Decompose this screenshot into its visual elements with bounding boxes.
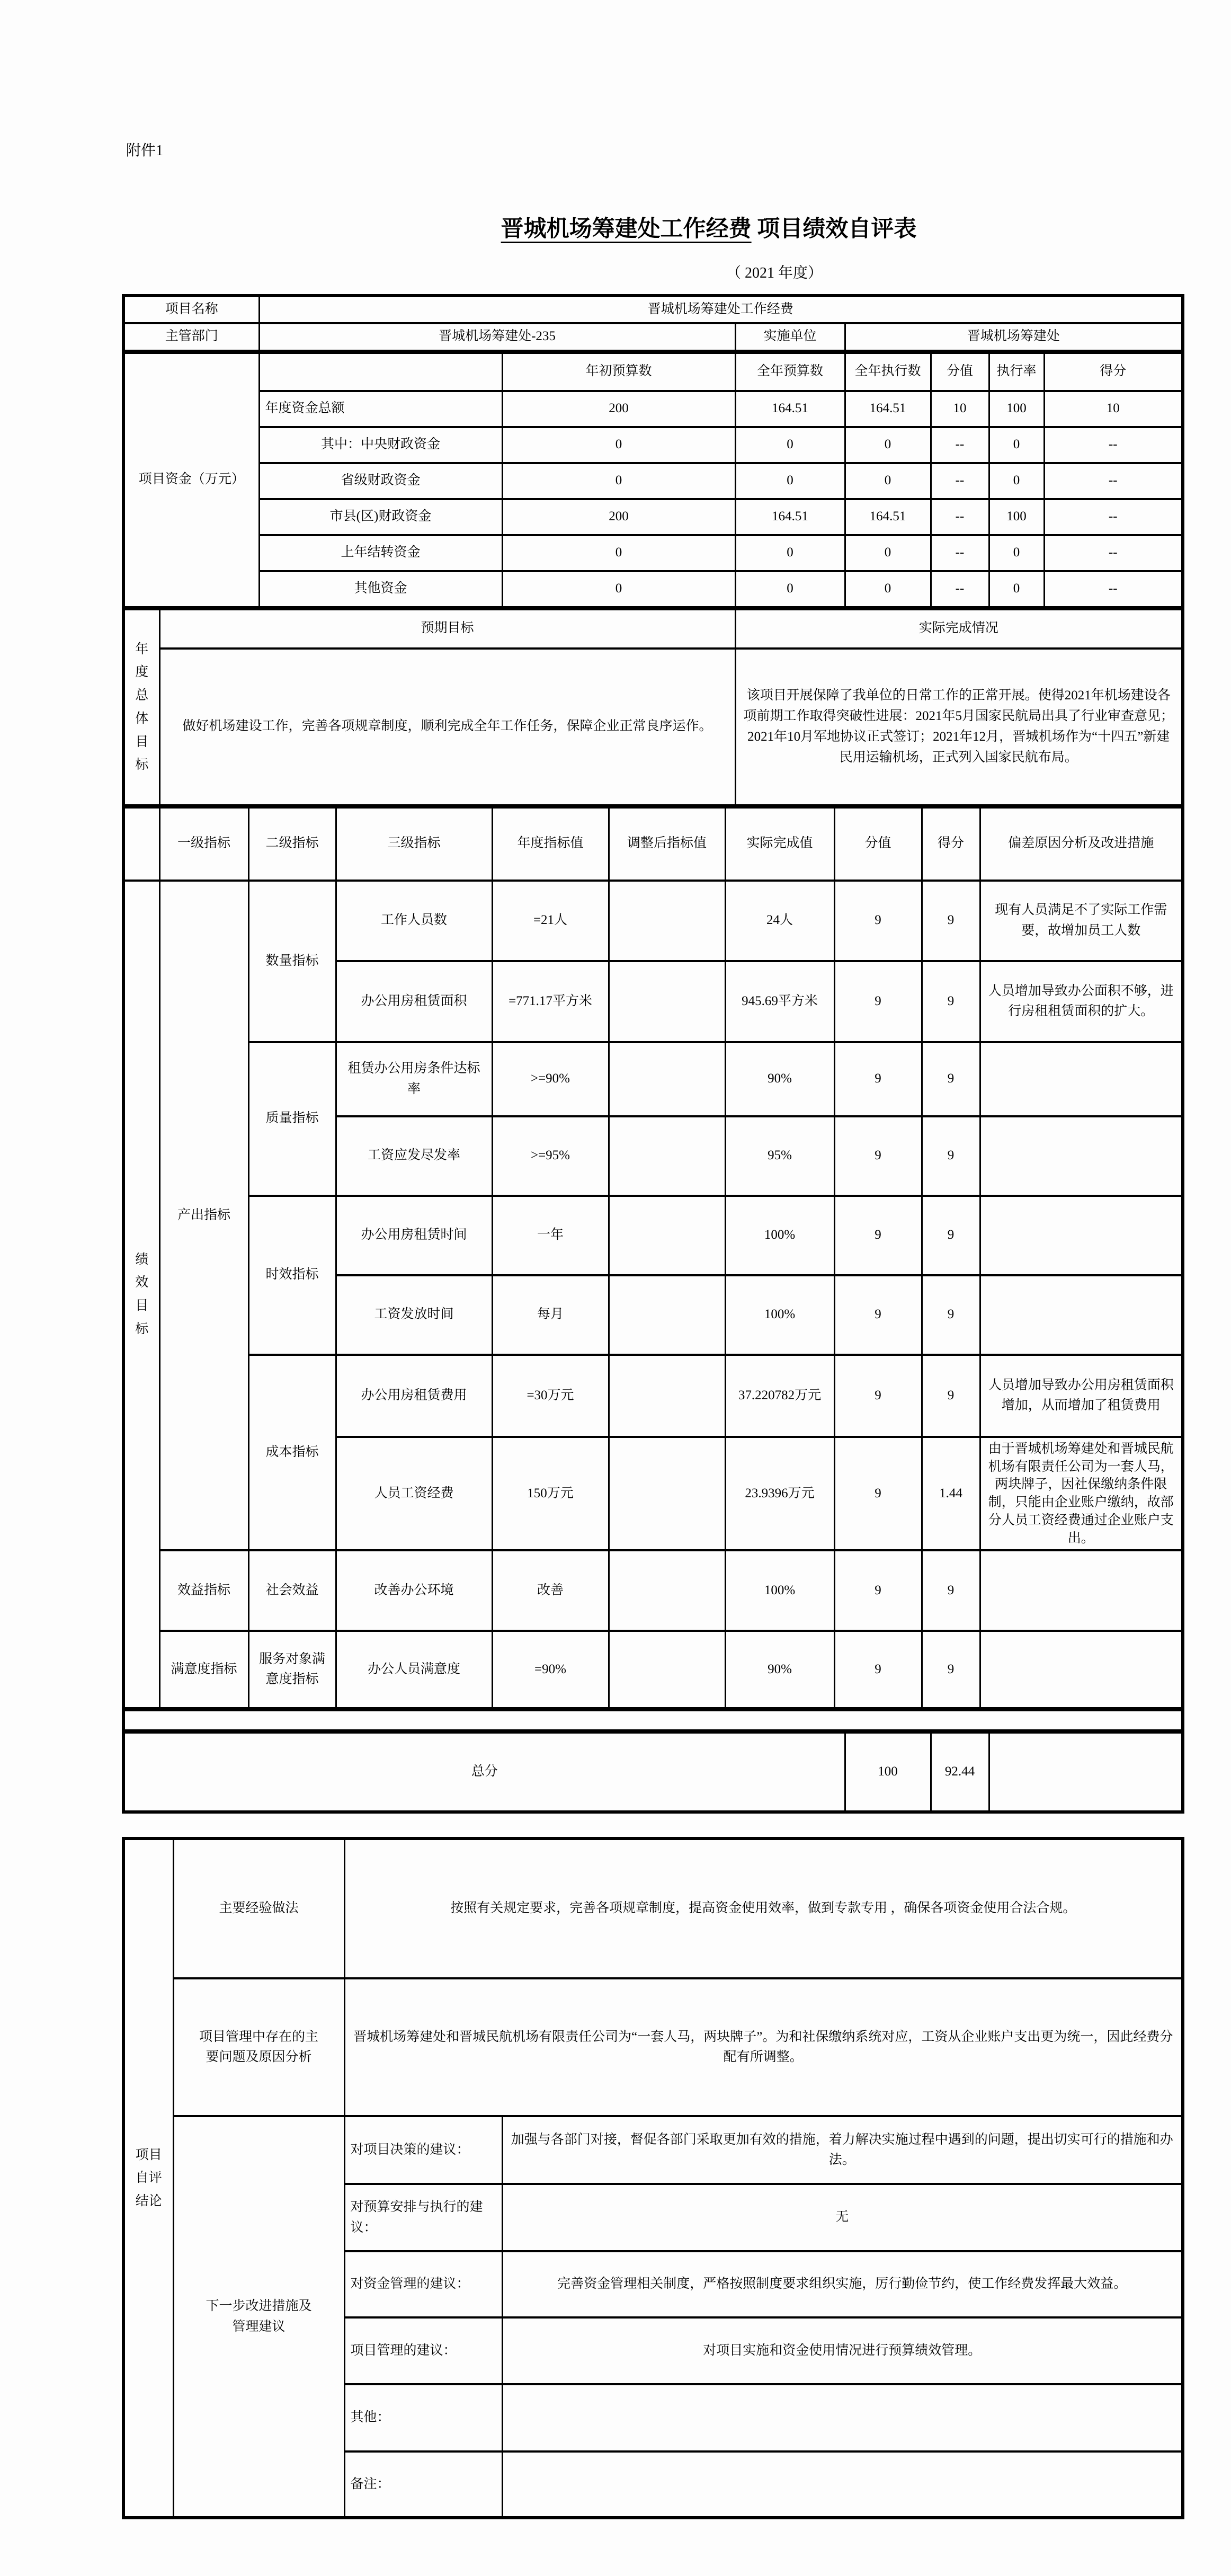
indicator-row [123,1550,1183,1631]
indicator-header: 一级指标 [159,807,248,881]
funding-row-label: 省级财政资金 [259,463,502,499]
indicator-score: 9 [922,961,980,1042]
document-title-suffix: 项目绩效自评表 [757,217,917,242]
project-name-label: 项目名称 [123,296,259,323]
indicator-name: 租赁办公用房条件达标率 [336,1042,492,1116]
indicator-adjusted [609,1631,725,1708]
indicator-remark [980,1042,1183,1116]
indicator-score: 9 [922,881,980,961]
performance-goal-label: 绩效目标 [123,881,159,1709]
funding-cell: -- [1044,499,1183,535]
problems-text: 晋城机场筹建处和晋城民航机场有限责任公司为“一套人马，两块牌子”。为和社保缴纳系统对应，工资从企业账户支出更为统一，因此经费分配有所调整。 [344,1978,1183,2116]
funding-header: 全年预算数 [735,353,845,391]
indicator-actual: 100% [725,1550,834,1631]
conclusion-section [122,1837,1184,2519]
actual-completion-header: 实际完成情况 [735,609,1183,649]
funding-cell: 0 [845,535,931,571]
table-row [123,1710,1183,1730]
attachment-label: 附件1 [126,143,164,159]
funding-cell: -- [931,535,989,571]
suggestion-text: 完善资金管理相关制度，严格按照制度要求组织实施，厉行勤俭节约，使工作经费发挥最大效益。 [502,2251,1183,2317]
impl-label: 实施单位 [735,323,845,351]
funding-cell: 164.51 [845,499,931,535]
funding-row-city [123,499,1183,535]
conclusion-row-problems [123,1978,1183,2116]
funding-cell: -- [1044,535,1183,571]
table-row [123,296,1183,323]
indicator-adjusted [609,1355,725,1437]
level2-cost: 成本指标 [248,1355,336,1551]
funding-cell: 200 [502,499,735,535]
indicator-name: 办公用房租赁费用 [336,1355,492,1437]
indicator-name: 改善办公环境 [336,1550,492,1631]
level2-timeliness: 时效指标 [248,1196,336,1355]
indicator-score-max: 9 [834,1550,922,1631]
funding-header: 分值 [931,353,989,391]
indicator-adjusted [609,1116,725,1196]
indicator-row [123,881,1183,961]
funding-cell: 0 [502,571,735,607]
level1-benefit: 效益指标 [159,1550,248,1631]
indicator-row [123,1631,1183,1708]
indicator-adjusted [609,1437,725,1551]
suggestion-label: 对预算安排与执行的建议： [344,2184,502,2251]
funding-row-carryover [123,535,1183,571]
total-score-blank [989,1733,1183,1812]
indicator-actual: 37.220782万元 [725,1355,834,1437]
indicator-name: 人员工资经费 [336,1437,492,1551]
experience-text: 按照有关规定要求，完善各项规章制度，提高资金使用效率，做到专款专用 ，确保各项资金使用合法合规。 [344,1838,1183,1978]
indicator-remark: 人员增加导致办公面积不够，进行房租租赁面积的扩大。 [980,961,1183,1042]
funding-cell: 0 [989,571,1044,607]
suggestion-label: 项目管理的建议： [344,2317,502,2384]
indicator-target: =90% [492,1631,609,1708]
indicator-corner-blank [123,807,159,881]
project-name-value: 晋城机场筹建处工作经费 [259,296,1183,323]
funding-cell: 0 [989,427,1044,463]
annual-goal-header-row [123,609,1183,649]
expected-goal-header: 预期目标 [159,609,735,649]
total-score-section [122,1731,1184,1814]
indicator-name: 工作人员数 [336,881,492,961]
funding-cell: 0 [502,427,735,463]
indicator-score: 9 [922,1631,980,1708]
indicator-score-max: 9 [834,1437,922,1551]
level2-quality: 质量指标 [248,1042,336,1196]
indicator-remark [980,1275,1183,1355]
indicator-row [123,1042,1183,1116]
indicator-header: 二级指标 [248,807,336,881]
suggestion-label: 备注： [344,2451,502,2518]
level1-output: 产出指标 [159,881,248,1551]
funding-cell: -- [1044,571,1183,607]
document-title [179,211,1231,243]
funding-cell: 100 [989,499,1044,535]
funding-section [122,352,1184,608]
funding-row-label: 其中：中央财政资金 [259,427,502,463]
indicator-remark [980,1196,1183,1275]
indicator-score-max: 9 [834,1275,922,1355]
funding-cell: 0 [989,463,1044,499]
indicator-name: 工资发放时间 [336,1275,492,1355]
conclusion-section-label: 项目自评结论 [123,1838,173,2518]
indicator-adjusted [609,961,725,1042]
suggestion-label: 对资金管理的建议： [344,2251,502,2317]
indicator-header-row [123,807,1183,881]
indicator-remark: 人员增加导致办公用房租赁面积增加，从而增加了租赁费用 [980,1355,1183,1437]
annual-goal-section [122,608,1184,806]
info-section [122,294,1184,352]
conclusion-row-experience [123,1838,1183,1978]
indicator-score-max: 9 [834,1116,922,1196]
indicator-header: 年度指标值 [492,807,609,881]
funding-row-label: 市县(区)财政资金 [259,499,502,535]
total-score-label: 总分 [123,1733,845,1812]
indicator-actual: 945.69平方米 [725,961,834,1042]
indicator-adjusted [609,1042,725,1116]
funding-cell: 0 [735,535,845,571]
indicator-name: 办公用房租赁时间 [336,1196,492,1275]
suggestion-text: 无 [502,2184,1183,2251]
funding-section-label: 项目资金（万元） [123,353,259,607]
funding-cell: 0 [735,571,845,607]
expected-goal-text: 做好机场建设工作，完善各项规章制度，顺利完成全年工作任务，保障企业正常良序运作。 [159,649,735,805]
funding-cell: -- [1044,463,1183,499]
funding-cell: 10 [1044,391,1183,427]
funding-row-label: 其他资金 [259,571,502,607]
funding-cell: 200 [502,391,735,427]
funding-blank-header [259,353,502,391]
funding-header: 年初预算数 [502,353,735,391]
indicator-score-max: 9 [834,1042,922,1116]
indicator-score: 9 [922,1196,980,1275]
indicator-target: 150万元 [492,1437,609,1551]
indicator-header: 调整后指标值 [609,807,725,881]
funding-cell: 0 [502,463,735,499]
suggestion-text: 对项目实施和资金使用情况进行预算绩效管理。 [502,2317,1183,2384]
funding-cell: 164.51 [735,499,845,535]
document-title-project: 晋城机场筹建处工作经费 [501,217,752,242]
funding-cell: -- [931,499,989,535]
indicator-score: 9 [922,1550,980,1631]
funding-cell: 0 [845,427,931,463]
annual-goal-content-row [123,649,1183,805]
indicator-target: >=95% [492,1116,609,1196]
funding-cell: 164.51 [845,391,931,427]
actual-completion-text: 该项目开展保障了我单位的日常工作的正常开展。使得2021年机场建设各项前期工作取得突破性进展：2021年5月国家民航局出具了行业审查意见；2021年10月军地协议正式签订；2021年12月，晋城机场作为“十四五”新建民用运输机场，正式列入国家民航布局。 [735,649,1183,805]
indicator-target: 改善 [492,1550,609,1631]
dept-value: 晋城机场筹建处-235 [259,323,735,351]
indicator-target: 一年 [492,1196,609,1275]
indicator-remark: 由于晋城机场筹建处和晋城民航机场有限责任公司为一套人马，两块牌子，因社保缴纳条件限制，只能由企业账户缴纳，故部分人员工资经费通过企业账户支出。 [980,1437,1183,1551]
indicator-adjusted [609,1275,725,1355]
indicator-name: 办公人员满意度 [336,1631,492,1708]
year-line: （ 2021 年度） [726,265,823,281]
funding-cell: -- [931,463,989,499]
indicator-header: 实际完成值 [725,807,834,881]
impl-value: 晋城机场筹建处 [845,323,1183,351]
problems-label: 项目管理中存在的主要问题及原因分析 [173,1978,344,2116]
total-score-value: 92.44 [931,1733,989,1812]
experience-label: 主要经验做法 [173,1838,344,1978]
indicator-header: 三级指标 [336,807,492,881]
indicator-score-max: 9 [834,1355,922,1437]
indicator-remark: 现有人员满足不了实际工作需要，故增加员工人数 [980,881,1183,961]
indicator-name: 工资应发尽发率 [336,1116,492,1196]
funding-cell: 164.51 [735,391,845,427]
indicator-target: >=90% [492,1042,609,1116]
funding-cell: 0 [989,535,1044,571]
funding-row-label: 年度资金总额 [259,391,502,427]
funding-cell: 0 [735,427,845,463]
funding-cell: 0 [845,571,931,607]
indicator-score-max: 9 [834,881,922,961]
indicator-header: 得分 [922,807,980,881]
indicator-actual: 24人 [725,881,834,961]
level2-quantity: 数量指标 [248,881,336,1042]
indicator-remark [980,1631,1183,1708]
level1-satisfaction: 满意度指标 [159,1631,248,1708]
level2-service-satisfaction: 服务对象满意度指标 [248,1631,336,1708]
indicator-name: 办公用房租赁面积 [336,961,492,1042]
indicator-score-max: 9 [834,1631,922,1708]
indicator-adjusted [609,881,725,961]
funding-cell: 0 [735,463,845,499]
indicator-remark [980,1550,1183,1631]
funding-row-total [123,391,1183,427]
indicator-actual: 100% [725,1275,834,1355]
spacer-row [122,1709,1184,1731]
funding-cell: -- [931,571,989,607]
funding-row-central [123,427,1183,463]
suggestion-text [502,2451,1183,2518]
indicator-actual: 100% [725,1196,834,1275]
indicator-score-max: 9 [834,961,922,1042]
suggestion-label: 其他： [344,2384,502,2451]
indicator-section [122,806,1184,1710]
funding-cell: 10 [931,391,989,427]
indicator-score: 9 [922,1042,980,1116]
indicator-actual: 23.9396万元 [725,1437,834,1551]
indicator-target: =21人 [492,881,609,961]
next-steps-label: 下一步改进措施及管理建议 [173,2116,344,2518]
indicator-remark [980,1116,1183,1196]
indicator-target: 每月 [492,1275,609,1355]
total-score-row [123,1733,1183,1812]
indicator-score: 9 [922,1355,980,1437]
suggestion-text [502,2384,1183,2451]
funding-header-row [123,353,1183,391]
funding-cell: 100 [989,391,1044,427]
funding-cell: -- [931,427,989,463]
indicator-header: 分值 [834,807,922,881]
suggestion-label: 对项目决策的建议： [344,2116,502,2184]
funding-header: 执行率 [989,353,1044,391]
indicator-row [123,1355,1183,1437]
funding-cell: 0 [845,463,931,499]
level2-social-benefit: 社会效益 [248,1550,336,1631]
funding-row-label: 上年结转资金 [259,535,502,571]
funding-row-other [123,571,1183,607]
indicator-adjusted [609,1550,725,1631]
indicator-row [123,1196,1183,1275]
funding-cell: 0 [502,535,735,571]
indicator-score: 1.44 [922,1437,980,1551]
indicator-header: 偏差原因分析及改进措施 [980,807,1183,881]
blank-cell [123,1710,1183,1730]
indicator-adjusted [609,1196,725,1275]
indicator-score-max: 9 [834,1196,922,1275]
funding-cell: -- [1044,427,1183,463]
indicator-actual: 95% [725,1116,834,1196]
dept-label: 主管部门 [123,323,259,351]
annual-goal-section-label: 年度总体目标 [123,609,159,805]
indicator-score: 9 [922,1116,980,1196]
indicator-target: =30万元 [492,1355,609,1437]
table-row [123,323,1183,351]
conclusion-row-suggestion [123,2116,1183,2184]
funding-header: 全年执行数 [845,353,931,391]
indicator-score: 9 [922,1275,980,1355]
suggestion-text: 加强与各部门对接，督促各部门采取更加有效的措施，着力解决实施过程中遇到的问题，提出切实可行的措施和办法。 [502,2116,1183,2184]
indicator-actual: 90% [725,1631,834,1708]
indicator-actual: 90% [725,1042,834,1116]
funding-header: 得分 [1044,353,1183,391]
indicator-target: =771.17平方米 [492,961,609,1042]
funding-row-provincial [123,463,1183,499]
total-score-max: 100 [845,1733,931,1812]
